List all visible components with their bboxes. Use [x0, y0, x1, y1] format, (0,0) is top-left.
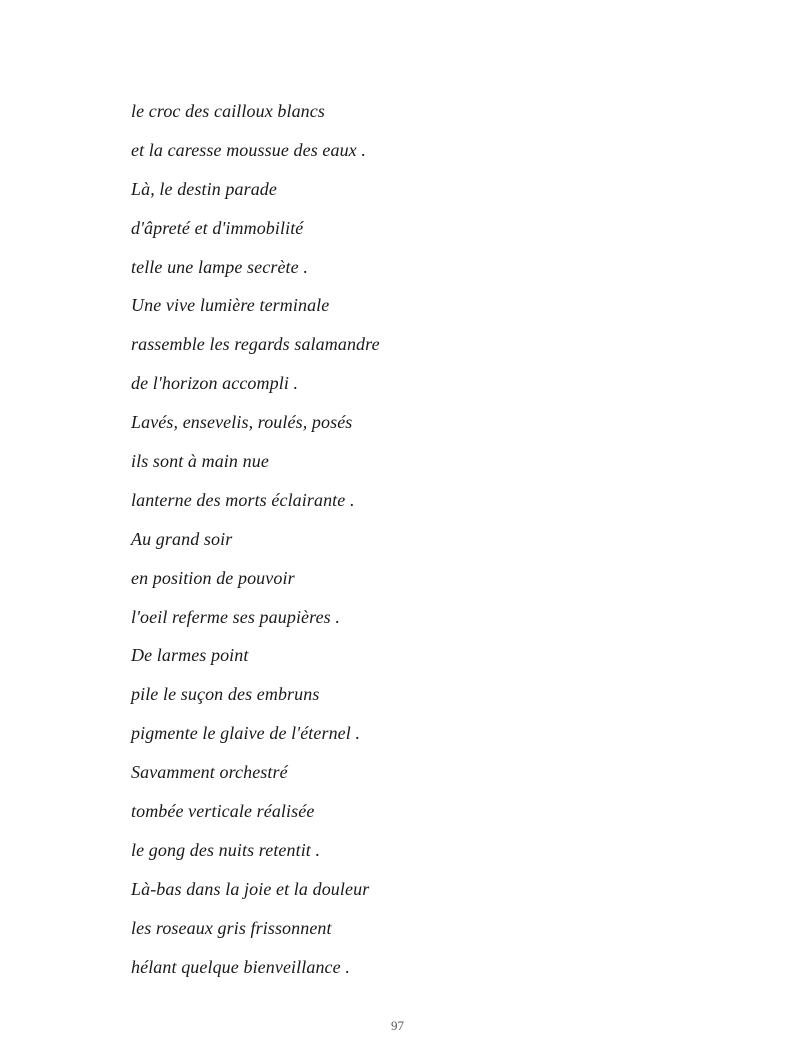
poem-line: les roseaux gris frissonnent [131, 917, 332, 938]
poem-line: lanterne des morts éclairante . [131, 489, 355, 510]
poem-line: rassemble les regards salamandre [131, 334, 380, 355]
poem-line: De larmes point [131, 645, 249, 666]
poem-line: et la caresse moussue des eaux . [131, 139, 366, 160]
poem-line: Lavés, ensevelis, roulés, posés [131, 412, 353, 433]
poem-line: le croc des cailloux blancs [131, 101, 325, 121]
poem-line: le gong des nuits retentit . [131, 839, 321, 860]
poem-line: Là, le destin parade [131, 178, 277, 199]
poem-line: Une vive lumière terminale [131, 295, 330, 316]
poem-line: pile le suçon des embruns [131, 684, 320, 705]
poem-line: tombée verticale réalisée [131, 801, 315, 822]
poem-text [131, 98, 380, 992]
page-number: 97 [391, 1018, 404, 1033]
poem-line: Savamment orchestré [131, 762, 288, 783]
poem-line: de l'horizon accompli . [131, 373, 299, 394]
poem-line: hélant quelque bienveillance . [131, 956, 350, 977]
poem-line: l'oeil referme ses paupières . [131, 606, 340, 627]
poem-line: pigmente le glaive de l'éternel . [131, 723, 361, 744]
poem-line: d'âpreté et d'immobilité [131, 217, 304, 238]
poem-line: Au grand soir [131, 528, 233, 549]
poem-line: en position de pouvoir [131, 567, 295, 588]
poem-line: Là-bas dans la joie et la douleur [131, 878, 370, 899]
poem-line: telle une lampe secrète . [131, 256, 308, 277]
poem-line: ils sont à main nue [131, 451, 269, 472]
